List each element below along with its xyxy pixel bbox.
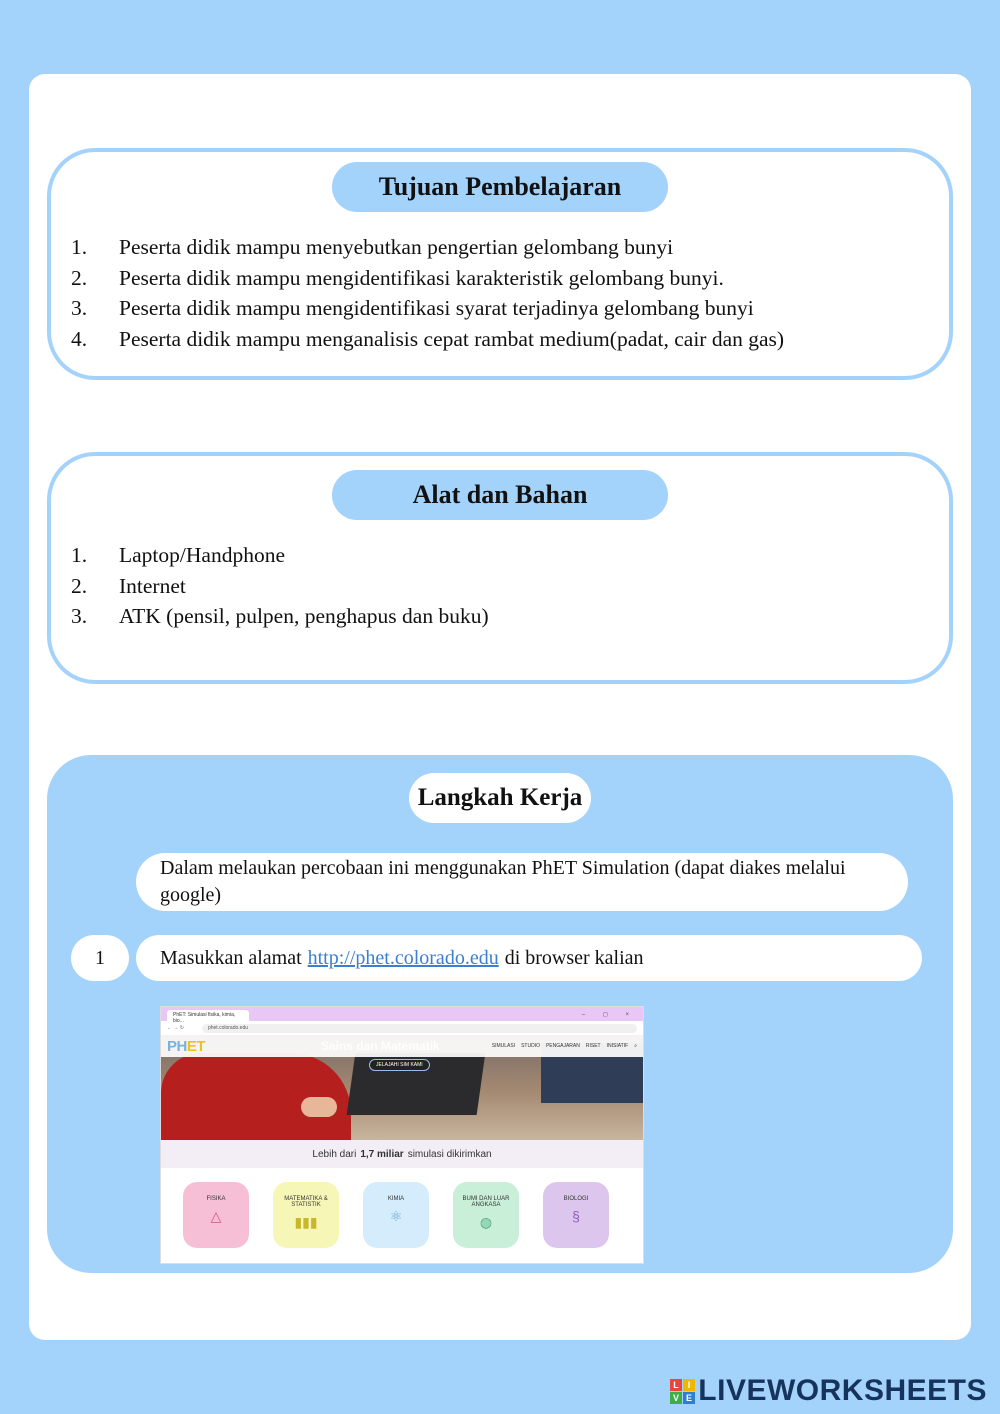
molecule-icon: ⚛: [389, 1208, 403, 1224]
alat-title: Alat dan Bahan: [332, 470, 668, 520]
browser-tabbar: [161, 1007, 643, 1024]
browser-urlbar: [161, 1021, 643, 1035]
list-item: 3. Peserta didik mampu mengidentifikasi syarat terjadinya gelombang bunyi: [71, 296, 754, 320]
alat-list: [71, 540, 489, 632]
dna-icon: §: [572, 1208, 580, 1224]
nav-arrows-icon: ← → ↻: [167, 1025, 184, 1031]
address-field: phet.colorado.edu: [202, 1024, 637, 1033]
hero-photo-hand: [301, 1097, 337, 1117]
tujuan-list: [71, 232, 784, 354]
liveworksheets-logo: L I V E LIVEWORKSHEETS: [670, 1374, 987, 1408]
list-item: 1. Peserta didik mampu menyebutkan pengertian gelombang bunyi: [71, 235, 674, 259]
category-tile: BIOLOGI §: [543, 1182, 609, 1248]
window-controls: – ◻ ×: [581, 1011, 637, 1018]
intro-text: Dalam melaukan percobaan ini menggunakan PhET Simulation (dapat diakes melalui google): [136, 853, 908, 911]
tujuan-section: [47, 148, 953, 380]
category-tile: BUMI DAN LUAR ANGKASA ◍: [453, 1182, 519, 1248]
live-badge-icon: L I V E: [670, 1379, 695, 1404]
step-instruction: Masukkan alamat http://phet.colorado.edu di browser kalian: [136, 935, 922, 981]
planet-icon: ◍: [479, 1214, 493, 1230]
list-item: 1. Laptop/Handphone: [71, 543, 285, 567]
bar-chart-icon: ▮▮▮: [294, 1214, 318, 1230]
category-tile: KIMIA ⚛: [363, 1182, 429, 1248]
step-number: 1: [71, 935, 129, 981]
category-tile: FISIKA △: [183, 1182, 249, 1248]
stats-line: Lebih dari 1,7 miliar simulasi dikirimkan: [161, 1140, 643, 1168]
list-item: 2. Peserta didik mampu mengidentifikasi karakteristik gelombang bunyi.: [71, 265, 724, 290]
hero-button: JELAJAHI SIM KAMI: [369, 1059, 430, 1071]
hero-banner: [161, 1035, 643, 1140]
langkah-title: Langkah Kerja: [409, 773, 591, 823]
category-tile: MATEMATIKA & STATISTIK ▮▮▮: [273, 1182, 339, 1248]
browser-tab: PhET: Simulasi fisika, kimia, bio...: [167, 1010, 249, 1021]
list-item: 4. Peserta didik mampu menganalisis cepat rambat medium(padat, cair dan gas): [71, 326, 785, 351]
langkah-section: [47, 755, 953, 1273]
phet-logo: PHET: [167, 1037, 206, 1055]
list-item: 3. ATK (pensil, pulpen, penghapus dan buku): [71, 604, 489, 628]
alat-section: [47, 452, 953, 684]
hero-title: Sains dan Matematik: [321, 1039, 440, 1053]
search-icon: ⌕: [634, 1043, 637, 1049]
prism-icon: △: [210, 1208, 222, 1224]
site-nav-items: SIMULASI STUDIO PENGAJARAN RISET INISIATIF ⌕: [491, 1043, 637, 1049]
browser-screenshot: [160, 1006, 644, 1264]
phet-link[interactable]: http://phet.colorado.edu: [307, 946, 499, 969]
category-tiles: [161, 1168, 643, 1248]
tujuan-title: Tujuan Pembelajaran: [332, 162, 668, 212]
list-item: 2. Internet: [71, 573, 186, 598]
